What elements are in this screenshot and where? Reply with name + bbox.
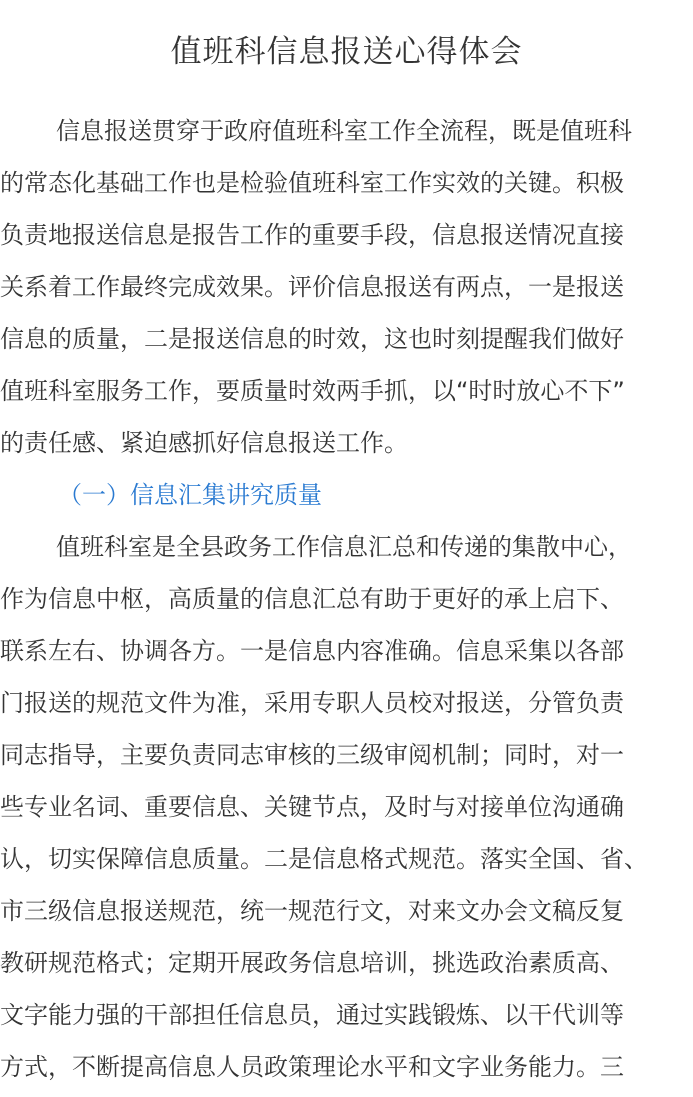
paragraph-line: 方式，不断提高信息人员政策理论水平和文字业务能力。三 — [0, 1053, 624, 1081]
paragraph-line: 的常态化基础工作也是检验值班科室工作实效的关键。积极 — [0, 169, 624, 197]
paragraph-line: 认，切实保障信息质量。二是信息格式规范。落实全国、省、 — [0, 845, 648, 873]
paragraph-line: 作为信息中枢，高质量的信息汇总有助于更好的承上启下、 — [0, 585, 624, 613]
paragraph-line: 值班科室服务工作，要质量时效两手抓，以“时时放心不下” — [0, 377, 625, 405]
paragraph-line: 值班科室是全县政务工作信息汇总和传递的集散中心， — [56, 533, 632, 561]
paragraph-line: 信息报送贯穿于政府值班科室工作全流程，既是值班科 — [56, 117, 632, 145]
article-title: 值班科信息报送心得体会 — [170, 34, 523, 70]
section-heading: （一）信息汇集讲究质量 — [58, 481, 322, 509]
paragraph-line: 负责地报送信息是报告工作的重要手段，信息报送情况直接 — [0, 221, 624, 249]
paragraph-line: 同志指导，主要负责同志审核的三级审阅机制；同时，对一 — [0, 741, 624, 769]
paragraph-line: 门报送的规范文件为准，采用专职人员校对报送，分管负责 — [0, 689, 624, 717]
paragraph-line: 信息的质量，二是报送信息的时效，这也时刻提醒我们做好 — [0, 325, 624, 353]
paragraph-line: 些专业名词、重要信息、关键节点，及时与对接单位沟通确 — [0, 793, 624, 821]
paragraph-line: 的责任感、紧迫感抓好信息报送工作。 — [0, 429, 408, 457]
paragraph-line: 教研规范格式；定期开展政务信息培训，挑选政治素质高、 — [0, 949, 624, 977]
paragraph-line: 市三级信息报送规范，统一规范行文，对来文办会文稿反复 — [0, 897, 624, 925]
paragraph-line: 文字能力强的干部担任信息员，通过实践锻炼、以干代训等 — [0, 1001, 624, 1029]
paragraph-line: 联系左右、协调各方。一是信息内容准确。信息采集以各部 — [0, 637, 624, 665]
paragraph-line: 关系着工作最终完成效果。评价信息报送有两点，一是报送 — [0, 273, 624, 301]
